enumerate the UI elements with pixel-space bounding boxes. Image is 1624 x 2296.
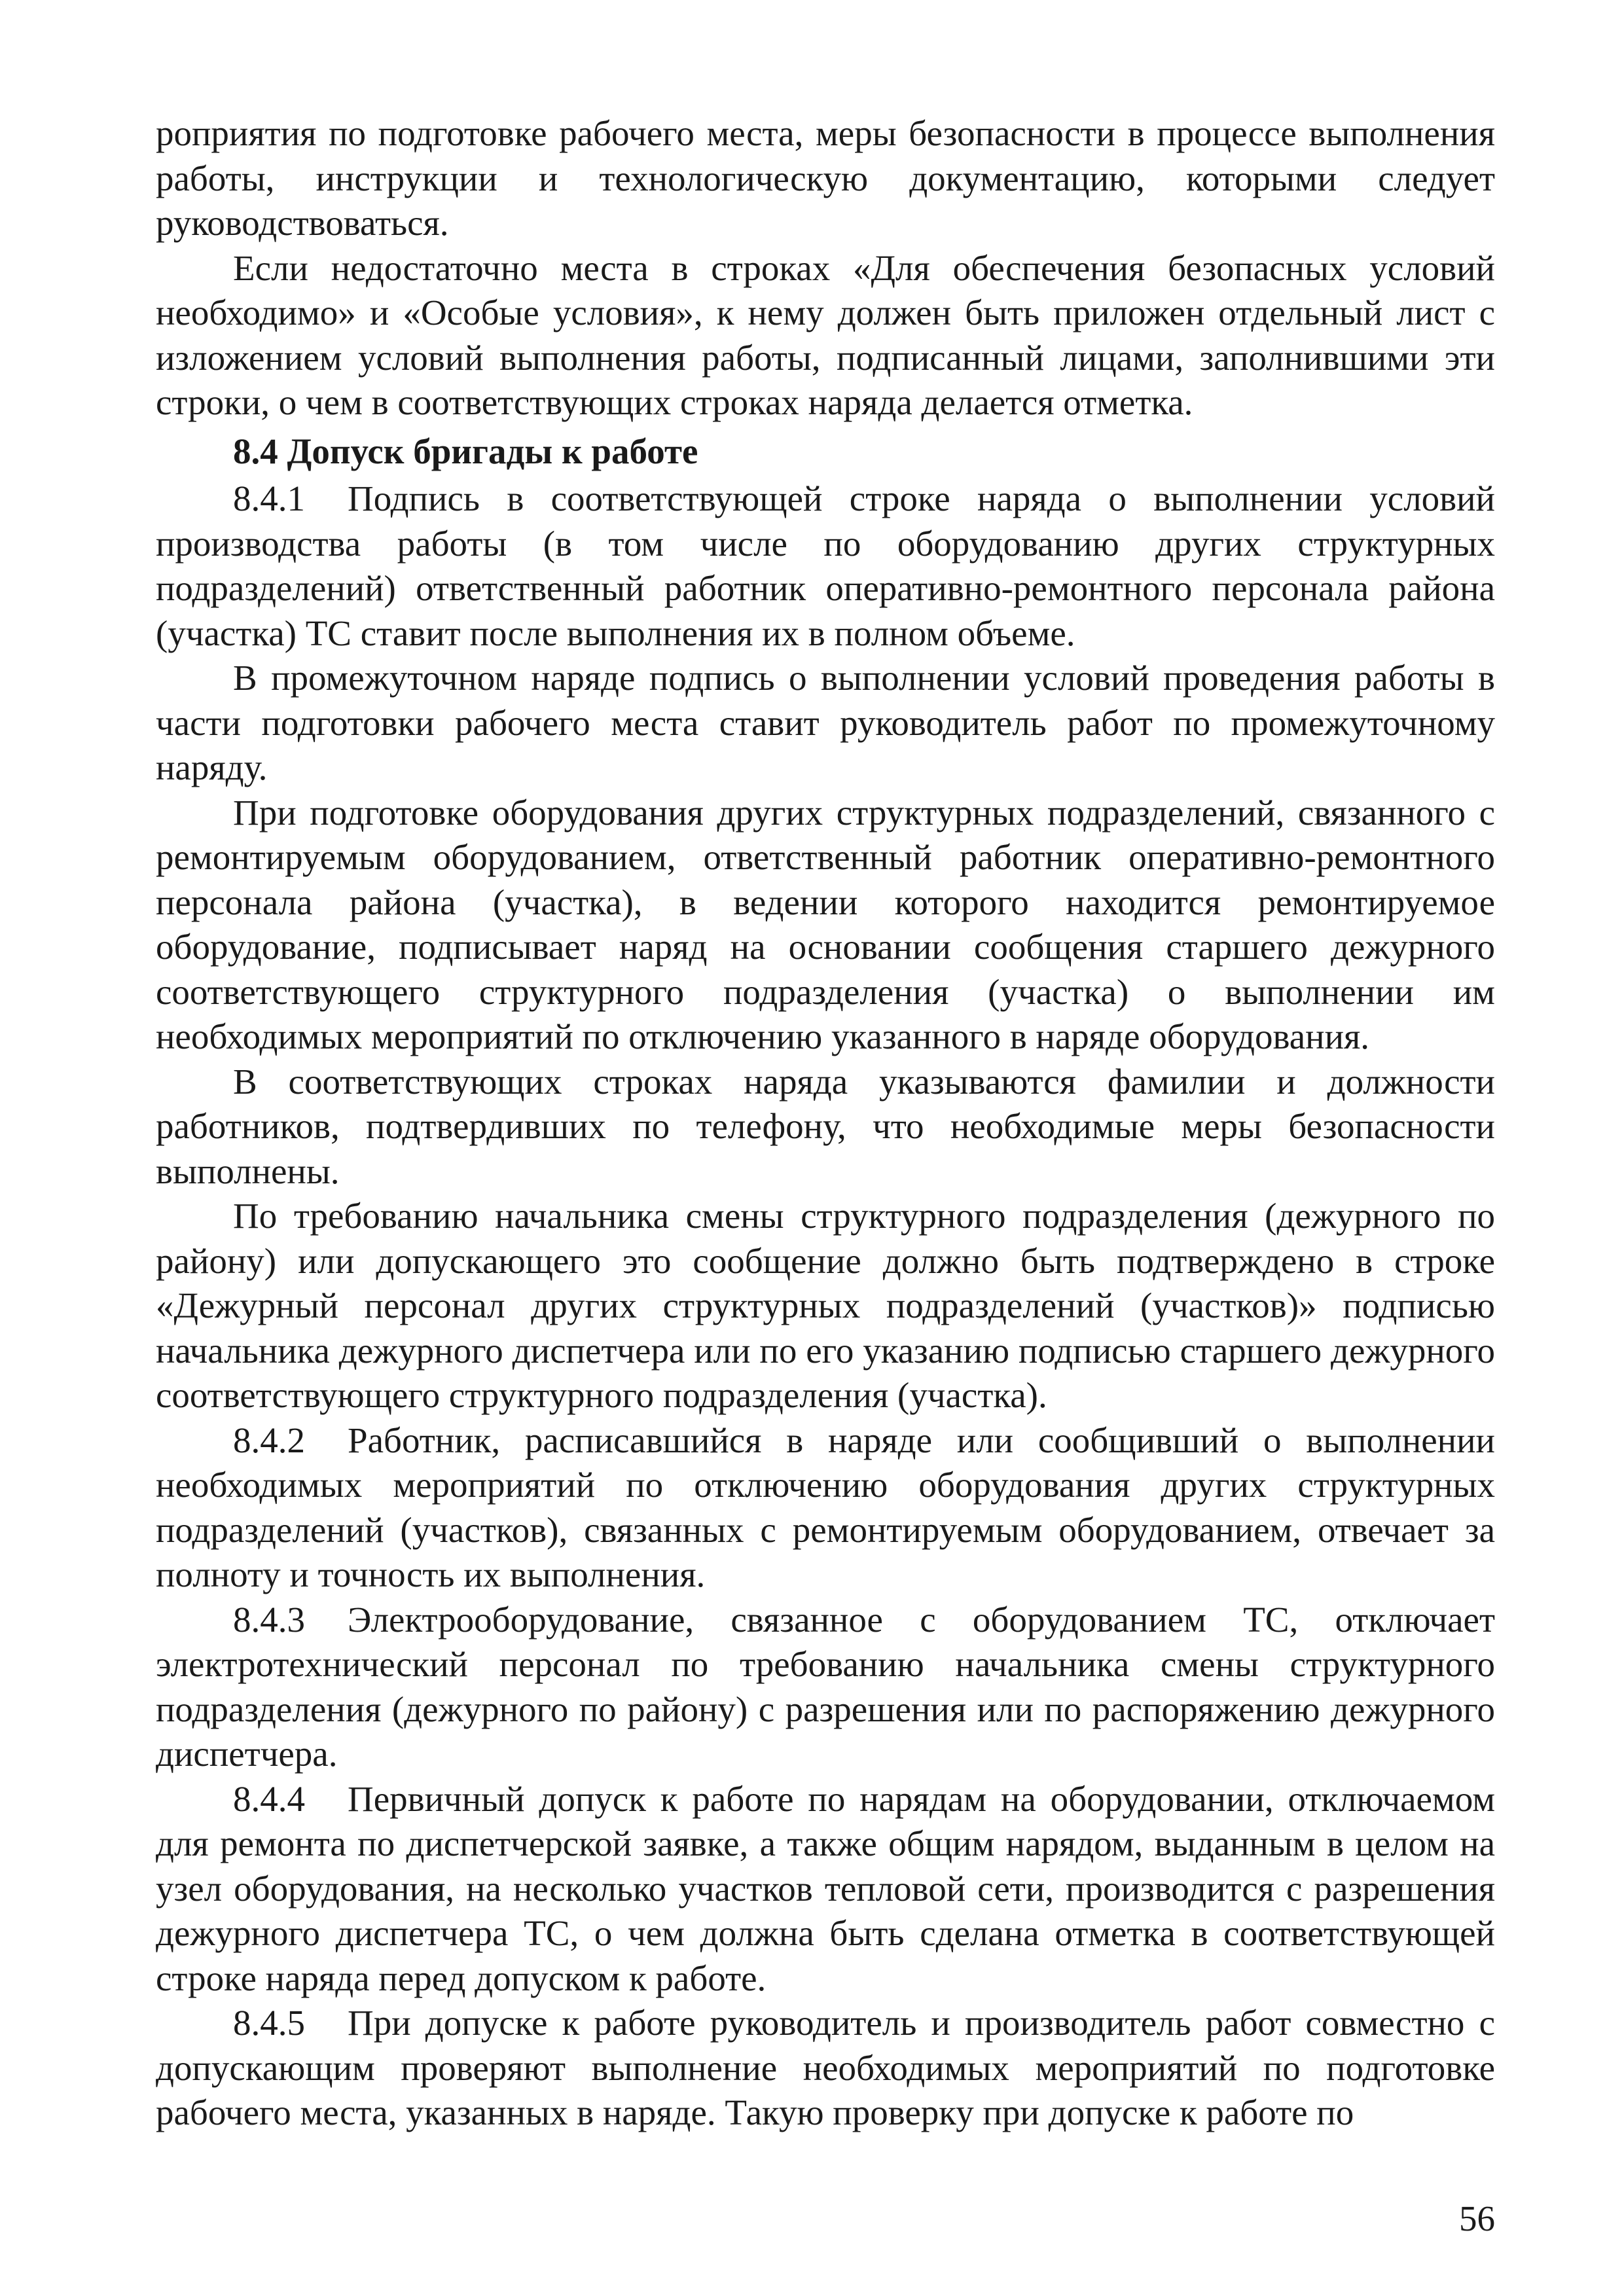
clause-8-4-5 [156, 2001, 1495, 2136]
clause-text: Работник, расписавшийся в наряде или сообщивший о выполнении необходимых мероприятий по отключению оборудования других структурных подразделений (участков), связанных с ремонтируемым оборудованием, отвечает за полноту и точность их выполнения. [156, 1420, 1495, 1594]
clause-8-4-1 [156, 476, 1495, 656]
page-number: 56 [1459, 2198, 1495, 2238]
paragraph-names-positions: В соответствующих строках наряда указываются фамилии и должности работников, подтвердивших по телефону, что необходимые меры безопасности выполнены. [156, 1061, 1495, 1191]
clause-number: 8.4.4 [233, 1778, 305, 1819]
paragraph-continuation: роприятия по подготовке рабочего места, меры безопасности в процессе выполнения работы, инструкции и технологическую документацию, которыми следует руководствоваться. [156, 113, 1495, 243]
paragraph-extra-sheet: Если недостаточно места в строках «Для обеспечения безопасных условий необходимо» и «Особые условия», к нему должен быть приложен отдельный лист с изложением условий выполнения работы, подписанный лицами, заполнившими эти строки, о чем в соответствующих строках наряда делается отметка. [156, 247, 1495, 422]
section-heading: 8.4 Допуск бригады к работе [233, 431, 698, 471]
paragraph-confirmation: По требованию начальника смены структурного подразделения (дежурного по району) или допускающего это сообщение должно быть подтверждено в строке «Дежурный персонал других структурных подразделений (участков)» подписью начальника дежурного диспетчера или по его указанию подписью старшего дежурного соответствующего структурного подразделения (участка). [156, 1196, 1495, 1415]
clause-number: 8.4.2 [233, 1420, 305, 1460]
clause-number: 8.4.5 [233, 2003, 305, 2043]
clause-number: 8.4.3 [233, 1599, 305, 1640]
clause-text: Электрооборудование, связанное с оборудованием ТС, отключает электротехнический персонал по требованию начальника смены структурного подразделения (дежурного по району) с разрешения или по распоряжению дежурного диспетчера. [156, 1599, 1495, 1774]
paragraph-equipment-preparation: При подготовке оборудования других структурных подразделений, связанного с ремонтируемым оборудованием, ответственный работник оперативно-ремонтного персонала района (участка), в ведении которого находится ремонтируемое оборудование, подписывает наряд на основании сообщения старшего дежурного соответствующего структурного подразделения (участка) о выполнении им необходимых мероприятий по отключению указанного в наряде оборудования. [156, 792, 1495, 1056]
clause-text: Подпись в соответствующей строке наряда о выполнении условий производства работы (в том числе по оборудованию других структурных подразделений) ответственный работник оперативно-ремонтного персонала района (участка) ТС ставит после выполнения их в полном объеме. [156, 478, 1495, 653]
clause-number: 8.4.1 [233, 478, 305, 518]
clause-text: Первичный допуск к работе по нарядам на оборудовании, отключаемом для ремонта по диспетчерской заявке, а также общим нарядом, выданным в целом на узел оборудования, на несколько участков тепловой сети, производится с разрешения дежурного диспетчера ТС, о чем должна быть сделана отметка в соответствующей строке наряда перед допуском к работе. [156, 1778, 1495, 1998]
clause-8-4-4 [156, 1777, 1495, 2001]
clause-8-4-2 [156, 1418, 1495, 1598]
clause-8-4-3 [156, 1598, 1495, 1777]
clause-text: При допуске к работе руководитель и производитель работ совместно с допускающим проверяют выполнение необходимых мероприятий по подготовке рабочего места, указанных в наряде. Такую проверку при допуске к работе по [156, 2003, 1495, 2132]
document-page [156, 111, 1495, 2136]
paragraph-intermediate-order: В промежуточном наряде подпись о выполнении условий проведения работы в части подготовки рабочего места ставит руководитель работ по промежуточному наряду. [156, 658, 1495, 787]
